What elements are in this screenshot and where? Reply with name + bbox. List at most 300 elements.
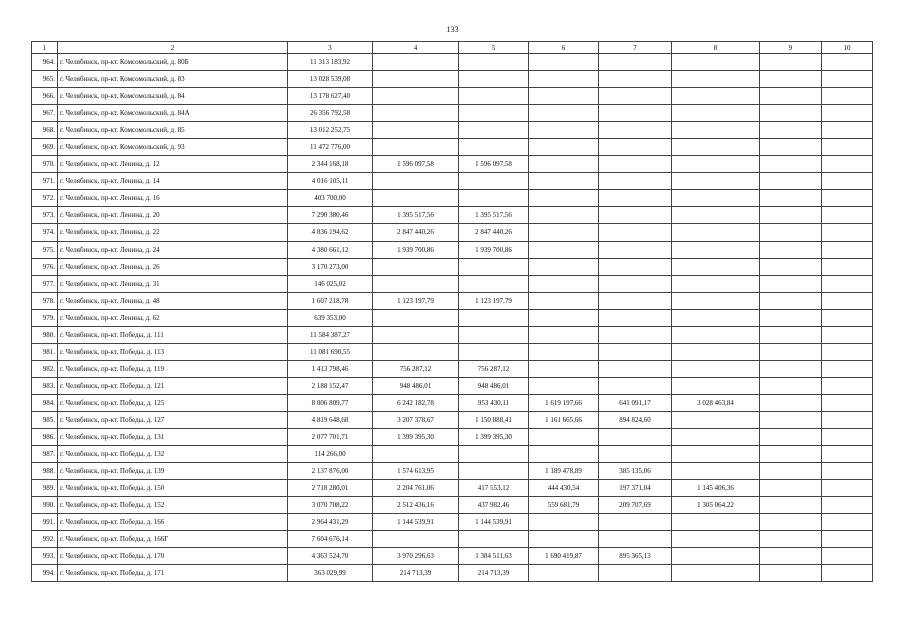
amount-cell bbox=[459, 54, 529, 71]
amount-cell: 1 395 517,56 bbox=[459, 207, 529, 224]
amount-cell bbox=[599, 88, 672, 105]
amount-cell: 403 700,00 bbox=[288, 190, 373, 207]
amount-cell bbox=[599, 292, 672, 309]
amount-cell: 2 077 701,71 bbox=[288, 429, 373, 446]
amount-cell bbox=[822, 326, 873, 343]
amount-cell bbox=[672, 173, 760, 190]
amount-cell bbox=[672, 139, 760, 156]
amount-cell bbox=[672, 514, 760, 531]
amount-cell: 13 178 627,40 bbox=[288, 88, 373, 105]
row-number-cell: 968. bbox=[32, 122, 58, 139]
amount-cell bbox=[822, 446, 873, 463]
amount-cell: 1 384 511,63 bbox=[459, 548, 529, 565]
amount-cell bbox=[822, 139, 873, 156]
amount-cell: 2 718 280,01 bbox=[288, 480, 373, 497]
amount-cell bbox=[373, 88, 459, 105]
address-cell: г. Челябинск, пр-кт. Победы, д. 111 bbox=[58, 326, 288, 343]
amount-cell: 4 016 105,11 bbox=[288, 173, 373, 190]
amount-cell: 214 713,39 bbox=[459, 565, 529, 582]
amount-cell bbox=[760, 139, 822, 156]
address-cell: г. Челябинск, пр-кт. Ленина, д. 62 bbox=[58, 309, 288, 326]
amount-cell bbox=[672, 343, 760, 360]
amount-cell bbox=[599, 377, 672, 394]
amount-cell bbox=[672, 88, 760, 105]
table-row bbox=[32, 258, 873, 275]
amount-cell: 3 028 463,84 bbox=[672, 394, 760, 411]
amount-cell bbox=[822, 105, 873, 122]
amount-cell bbox=[373, 275, 459, 292]
amount-cell bbox=[672, 463, 760, 480]
table-row bbox=[32, 156, 873, 173]
amount-cell bbox=[459, 446, 529, 463]
amount-cell bbox=[529, 156, 599, 173]
amount-cell bbox=[459, 105, 529, 122]
row-number-cell: 977. bbox=[32, 275, 58, 292]
amount-cell bbox=[760, 156, 822, 173]
amount-cell bbox=[529, 565, 599, 582]
amount-cell bbox=[822, 565, 873, 582]
amount-cell bbox=[822, 190, 873, 207]
amount-cell bbox=[599, 54, 672, 71]
amount-cell: 2 847 440,26 bbox=[373, 224, 459, 241]
amount-cell bbox=[760, 309, 822, 326]
amount-cell: 1 189 478,89 bbox=[529, 463, 599, 480]
amount-cell bbox=[760, 394, 822, 411]
column-header: 8 bbox=[672, 42, 760, 54]
amount-cell bbox=[529, 377, 599, 394]
amount-cell: 1 145 406,36 bbox=[672, 480, 760, 497]
amount-cell: 895 365,13 bbox=[599, 548, 672, 565]
amount-cell bbox=[760, 173, 822, 190]
amount-cell bbox=[822, 258, 873, 275]
amount-cell bbox=[760, 122, 822, 139]
amount-cell bbox=[599, 275, 672, 292]
row-number-cell: 988. bbox=[32, 463, 58, 480]
amount-cell bbox=[760, 377, 822, 394]
amount-cell bbox=[373, 343, 459, 360]
amount-cell bbox=[373, 258, 459, 275]
amount-cell: 444 430,54 bbox=[529, 480, 599, 497]
address-cell: г. Челябинск, пр-кт. Победы, д. 150 bbox=[58, 480, 288, 497]
address-cell: г. Челябинск, пр-кт. Победы, д. 152 bbox=[58, 497, 288, 514]
amount-cell bbox=[672, 309, 760, 326]
amount-cell: 2 512 436,16 bbox=[373, 497, 459, 514]
address-cell: г. Челябинск, пр-кт. Комсомольский, д. 83 bbox=[58, 71, 288, 88]
amount-cell bbox=[529, 139, 599, 156]
address-cell: г. Челябинск, пр-кт. Победы, д. 132 bbox=[58, 446, 288, 463]
amount-cell bbox=[760, 54, 822, 71]
amount-cell: 4 836 194,62 bbox=[288, 224, 373, 241]
amount-cell bbox=[822, 514, 873, 531]
amount-cell bbox=[373, 54, 459, 71]
amount-cell bbox=[672, 360, 760, 377]
table-row bbox=[32, 377, 873, 394]
amount-cell: 6 242 182,78 bbox=[373, 394, 459, 411]
amount-cell bbox=[760, 480, 822, 497]
amount-cell bbox=[672, 429, 760, 446]
amount-cell bbox=[760, 105, 822, 122]
address-cell: г. Челябинск, пр-кт. Победы, д. 170 bbox=[58, 548, 288, 565]
amount-cell: 4 819 648,68 bbox=[288, 411, 373, 428]
amount-cell bbox=[672, 122, 760, 139]
amount-cell bbox=[822, 411, 873, 428]
amount-cell bbox=[599, 190, 672, 207]
row-number-cell: 982. bbox=[32, 360, 58, 377]
amount-cell: 1 413 798,46 bbox=[288, 360, 373, 377]
amount-cell bbox=[459, 343, 529, 360]
amount-cell bbox=[599, 105, 672, 122]
amount-cell bbox=[672, 258, 760, 275]
amount-cell bbox=[760, 88, 822, 105]
amount-cell bbox=[672, 565, 760, 582]
table-row bbox=[32, 411, 873, 428]
table-row bbox=[32, 463, 873, 480]
amount-cell bbox=[599, 360, 672, 377]
amount-cell: 948 486,01 bbox=[459, 377, 529, 394]
amount-cell: 214 713,39 bbox=[373, 565, 459, 582]
amount-cell: 1 939 700,86 bbox=[373, 241, 459, 258]
amount-cell bbox=[599, 156, 672, 173]
table-row bbox=[32, 531, 873, 548]
row-number-cell: 973. bbox=[32, 207, 58, 224]
amount-cell bbox=[760, 275, 822, 292]
amount-cell: 2 344 168,18 bbox=[288, 156, 373, 173]
amount-cell: 417 553,12 bbox=[459, 480, 529, 497]
address-cell: г. Челябинск, пр-кт. Победы, д. 166Г bbox=[58, 531, 288, 548]
column-header: 5 bbox=[459, 42, 529, 54]
row-number-cell: 986. bbox=[32, 429, 58, 446]
amount-cell bbox=[599, 71, 672, 88]
amount-cell bbox=[599, 531, 672, 548]
amount-cell bbox=[822, 360, 873, 377]
amount-cell: 1 690 419,87 bbox=[529, 548, 599, 565]
table-row bbox=[32, 275, 873, 292]
amount-cell: 385 135,06 bbox=[599, 463, 672, 480]
amount-cell: 8 006 809,77 bbox=[288, 394, 373, 411]
amount-cell bbox=[529, 429, 599, 446]
table-row bbox=[32, 139, 873, 156]
table-row bbox=[32, 446, 873, 463]
row-number-cell: 981. bbox=[32, 343, 58, 360]
amount-cell bbox=[822, 207, 873, 224]
amount-cell bbox=[822, 394, 873, 411]
amount-cell: 1 607 218,78 bbox=[288, 292, 373, 309]
row-number-cell: 969. bbox=[32, 139, 58, 156]
address-cell: г. Челябинск, пр-кт. Победы, д. 113 bbox=[58, 343, 288, 360]
row-number-cell: 992. bbox=[32, 531, 58, 548]
amount-cell: 7 604 676,14 bbox=[288, 531, 373, 548]
column-header: 1 bbox=[32, 42, 58, 54]
amount-cell bbox=[822, 156, 873, 173]
address-cell: г. Челябинск, пр-кт. Ленина, д. 14 bbox=[58, 173, 288, 190]
amount-cell bbox=[599, 258, 672, 275]
amount-cell: 11 472 776,00 bbox=[288, 139, 373, 156]
amount-cell bbox=[529, 173, 599, 190]
amount-cell: 4 363 524,70 bbox=[288, 548, 373, 565]
amount-cell bbox=[529, 343, 599, 360]
row-number-cell: 979. bbox=[32, 309, 58, 326]
amount-cell bbox=[529, 105, 599, 122]
address-cell: г. Челябинск, пр-кт. Победы, д. 121 bbox=[58, 377, 288, 394]
amount-cell bbox=[760, 326, 822, 343]
amount-cell bbox=[459, 173, 529, 190]
amount-cell bbox=[599, 241, 672, 258]
amount-cell: 1 596 097,58 bbox=[459, 156, 529, 173]
amount-cell: 2 188 152,47 bbox=[288, 377, 373, 394]
column-header: 2 bbox=[58, 42, 288, 54]
amount-cell: 209 707,69 bbox=[599, 497, 672, 514]
amount-cell bbox=[672, 531, 760, 548]
amount-cell bbox=[760, 343, 822, 360]
amount-cell bbox=[760, 241, 822, 258]
row-number-cell: 978. bbox=[32, 292, 58, 309]
row-number-cell: 971. bbox=[32, 173, 58, 190]
amount-cell: 559 681,79 bbox=[529, 497, 599, 514]
amount-cell bbox=[760, 292, 822, 309]
amount-cell: 26 356 792,58 bbox=[288, 105, 373, 122]
amount-cell bbox=[822, 173, 873, 190]
amount-cell: 437 982,46 bbox=[459, 497, 529, 514]
row-number-cell: 990. bbox=[32, 497, 58, 514]
amount-cell bbox=[599, 429, 672, 446]
amount-cell: 1 596 097,58 bbox=[373, 156, 459, 173]
table-row bbox=[32, 360, 873, 377]
amount-cell bbox=[760, 497, 822, 514]
address-cell: г. Челябинск, пр-кт. Победы, д. 166 bbox=[58, 514, 288, 531]
amount-cell bbox=[599, 139, 672, 156]
amount-cell: 2 847 440,26 bbox=[459, 224, 529, 241]
amount-cell: 756 287,12 bbox=[373, 360, 459, 377]
address-cell: г. Челябинск, пр-кт. Ленина, д. 26 bbox=[58, 258, 288, 275]
column-header: 10 bbox=[822, 42, 873, 54]
amount-cell: 1 123 197,79 bbox=[459, 292, 529, 309]
amount-cell bbox=[760, 463, 822, 480]
row-number-cell: 966. bbox=[32, 88, 58, 105]
row-number-cell: 989. bbox=[32, 480, 58, 497]
amount-cell bbox=[672, 207, 760, 224]
amount-cell bbox=[672, 224, 760, 241]
amount-cell bbox=[822, 71, 873, 88]
amount-cell bbox=[672, 326, 760, 343]
amount-cell bbox=[672, 292, 760, 309]
address-cell: г. Челябинск, пр-кт. Победы, д. 125 bbox=[58, 394, 288, 411]
amount-cell bbox=[373, 190, 459, 207]
amount-cell bbox=[760, 224, 822, 241]
amount-cell bbox=[822, 275, 873, 292]
address-cell: г. Челябинск, пр-кт. Победы, д. 139 bbox=[58, 463, 288, 480]
amount-cell bbox=[822, 54, 873, 71]
address-cell: г. Челябинск, пр-кт. Комсомольский, д. 85 bbox=[58, 122, 288, 139]
amount-cell: 197 371,04 bbox=[599, 480, 672, 497]
amount-cell bbox=[760, 258, 822, 275]
amount-cell bbox=[373, 326, 459, 343]
row-number-cell: 984. bbox=[32, 394, 58, 411]
amount-cell bbox=[760, 190, 822, 207]
amount-cell bbox=[529, 309, 599, 326]
amount-cell bbox=[529, 224, 599, 241]
amount-cell bbox=[599, 122, 672, 139]
address-cell: г. Челябинск, пр-кт. Ленина, д. 16 bbox=[58, 190, 288, 207]
amount-cell: 13 028 539,08 bbox=[288, 71, 373, 88]
table-row bbox=[32, 54, 873, 71]
address-cell: г. Челябинск, пр-кт. Комсомольский, д. 84А bbox=[58, 105, 288, 122]
amount-cell bbox=[760, 71, 822, 88]
row-number-cell: 967. bbox=[32, 105, 58, 122]
amount-cell bbox=[822, 292, 873, 309]
amount-cell bbox=[822, 309, 873, 326]
amount-cell bbox=[373, 122, 459, 139]
address-cell: г. Челябинск, пр-кт. Победы, д. 171 bbox=[58, 565, 288, 582]
address-cell: г. Челябинск, пр-кт. Победы, д. 127 bbox=[58, 411, 288, 428]
amount-cell bbox=[599, 173, 672, 190]
amount-cell bbox=[459, 88, 529, 105]
header-row bbox=[32, 42, 873, 54]
amount-cell: 1 161 665,66 bbox=[529, 411, 599, 428]
table-row bbox=[32, 88, 873, 105]
table-row bbox=[32, 224, 873, 241]
amount-cell bbox=[373, 139, 459, 156]
amount-cell bbox=[760, 446, 822, 463]
row-number-cell: 972. bbox=[32, 190, 58, 207]
amount-cell bbox=[822, 377, 873, 394]
amount-cell bbox=[822, 480, 873, 497]
address-cell: г. Челябинск, пр-кт. Комсомольский, д. 84 bbox=[58, 88, 288, 105]
amount-cell bbox=[599, 446, 672, 463]
amount-cell: 11 584 387,27 bbox=[288, 326, 373, 343]
row-number-cell: 994. bbox=[32, 565, 58, 582]
amount-cell bbox=[373, 71, 459, 88]
amount-cell bbox=[599, 207, 672, 224]
amount-cell bbox=[529, 514, 599, 531]
amount-cell bbox=[459, 139, 529, 156]
amount-cell bbox=[459, 71, 529, 88]
amount-cell bbox=[822, 241, 873, 258]
row-number-cell: 987. bbox=[32, 446, 58, 463]
address-cell: г. Челябинск, пр-кт. Победы, д. 119 bbox=[58, 360, 288, 377]
amount-cell bbox=[529, 446, 599, 463]
amount-cell bbox=[760, 411, 822, 428]
amount-cell bbox=[529, 292, 599, 309]
amount-cell: 114 266,00 bbox=[288, 446, 373, 463]
amount-cell bbox=[599, 565, 672, 582]
amount-cell: 11 081 690,55 bbox=[288, 343, 373, 360]
amount-cell bbox=[672, 71, 760, 88]
row-number-cell: 991. bbox=[32, 514, 58, 531]
amount-cell bbox=[760, 548, 822, 565]
column-header: 4 bbox=[373, 42, 459, 54]
amount-cell bbox=[529, 190, 599, 207]
row-number-cell: 964. bbox=[32, 54, 58, 71]
amount-cell bbox=[760, 429, 822, 446]
table-row bbox=[32, 429, 873, 446]
table-row bbox=[32, 565, 873, 582]
table-row bbox=[32, 122, 873, 139]
row-number-cell: 983. bbox=[32, 377, 58, 394]
amount-cell bbox=[599, 326, 672, 343]
amount-cell bbox=[459, 275, 529, 292]
amount-cell: 641 091,17 bbox=[599, 394, 672, 411]
table-header bbox=[32, 42, 873, 54]
table-row bbox=[32, 173, 873, 190]
table-row bbox=[32, 309, 873, 326]
row-number-cell: 993. bbox=[32, 548, 58, 565]
amount-cell bbox=[459, 531, 529, 548]
amount-cell: 948 486,01 bbox=[373, 377, 459, 394]
table-row bbox=[32, 292, 873, 309]
amount-cell bbox=[672, 275, 760, 292]
address-cell: г. Челябинск, пр-кт. Ленина, д. 20 bbox=[58, 207, 288, 224]
amount-cell bbox=[529, 122, 599, 139]
amount-cell: 1 399 395,30 bbox=[373, 429, 459, 446]
amount-cell: 3 170 273,00 bbox=[288, 258, 373, 275]
amount-cell bbox=[822, 548, 873, 565]
amount-cell bbox=[529, 71, 599, 88]
amount-cell: 639 353,00 bbox=[288, 309, 373, 326]
amount-cell bbox=[459, 258, 529, 275]
table-row bbox=[32, 71, 873, 88]
amount-cell bbox=[672, 54, 760, 71]
amount-cell bbox=[760, 360, 822, 377]
amount-cell bbox=[529, 88, 599, 105]
amount-cell bbox=[672, 548, 760, 565]
amount-cell bbox=[672, 156, 760, 173]
amount-cell bbox=[529, 360, 599, 377]
amount-cell bbox=[822, 88, 873, 105]
amount-cell: 953 430,11 bbox=[459, 394, 529, 411]
amount-cell bbox=[822, 429, 873, 446]
amount-cell bbox=[760, 565, 822, 582]
table-row bbox=[32, 394, 873, 411]
amount-cell: 2 204 761,06 bbox=[373, 480, 459, 497]
amount-cell: 2 137 876,00 bbox=[288, 463, 373, 480]
address-cell: г. Челябинск, пр-кт. Победы, д. 131 bbox=[58, 429, 288, 446]
address-cell: г. Челябинск, пр-кт. Ленина, д. 48 bbox=[58, 292, 288, 309]
amount-cell: 7 290 380,46 bbox=[288, 207, 373, 224]
amount-cell bbox=[529, 258, 599, 275]
amount-cell: 1 144 539,91 bbox=[459, 514, 529, 531]
table-row bbox=[32, 326, 873, 343]
table-row bbox=[32, 514, 873, 531]
amount-cell bbox=[529, 326, 599, 343]
page-number: 133 bbox=[446, 25, 459, 34]
amount-cell bbox=[822, 122, 873, 139]
amount-cell bbox=[529, 54, 599, 71]
amount-cell bbox=[459, 309, 529, 326]
row-number-cell: 980. bbox=[32, 326, 58, 343]
amount-cell bbox=[459, 326, 529, 343]
amount-cell bbox=[373, 531, 459, 548]
amount-cell: 1 150 888,41 bbox=[459, 411, 529, 428]
address-cell: г. Челябинск, пр-кт. Комсомольский, д. 93 bbox=[58, 139, 288, 156]
amount-cell bbox=[373, 105, 459, 122]
amount-cell: 1 574 613,95 bbox=[373, 463, 459, 480]
amount-cell: 3 970 296,63 bbox=[373, 548, 459, 565]
table-row bbox=[32, 190, 873, 207]
amount-cell bbox=[599, 309, 672, 326]
amount-cell bbox=[529, 275, 599, 292]
amount-cell bbox=[822, 343, 873, 360]
amount-cell bbox=[459, 122, 529, 139]
amount-cell bbox=[373, 446, 459, 463]
amount-cell bbox=[822, 497, 873, 514]
amount-cell bbox=[822, 463, 873, 480]
amount-cell bbox=[822, 224, 873, 241]
amount-cell bbox=[459, 190, 529, 207]
amount-cell: 1 395 517,56 bbox=[373, 207, 459, 224]
amount-cell bbox=[599, 224, 672, 241]
address-cell: г. Челябинск, пр-кт. Комсомольский, д. 80Б bbox=[58, 54, 288, 71]
amount-cell: 3 070 708,22 bbox=[288, 497, 373, 514]
